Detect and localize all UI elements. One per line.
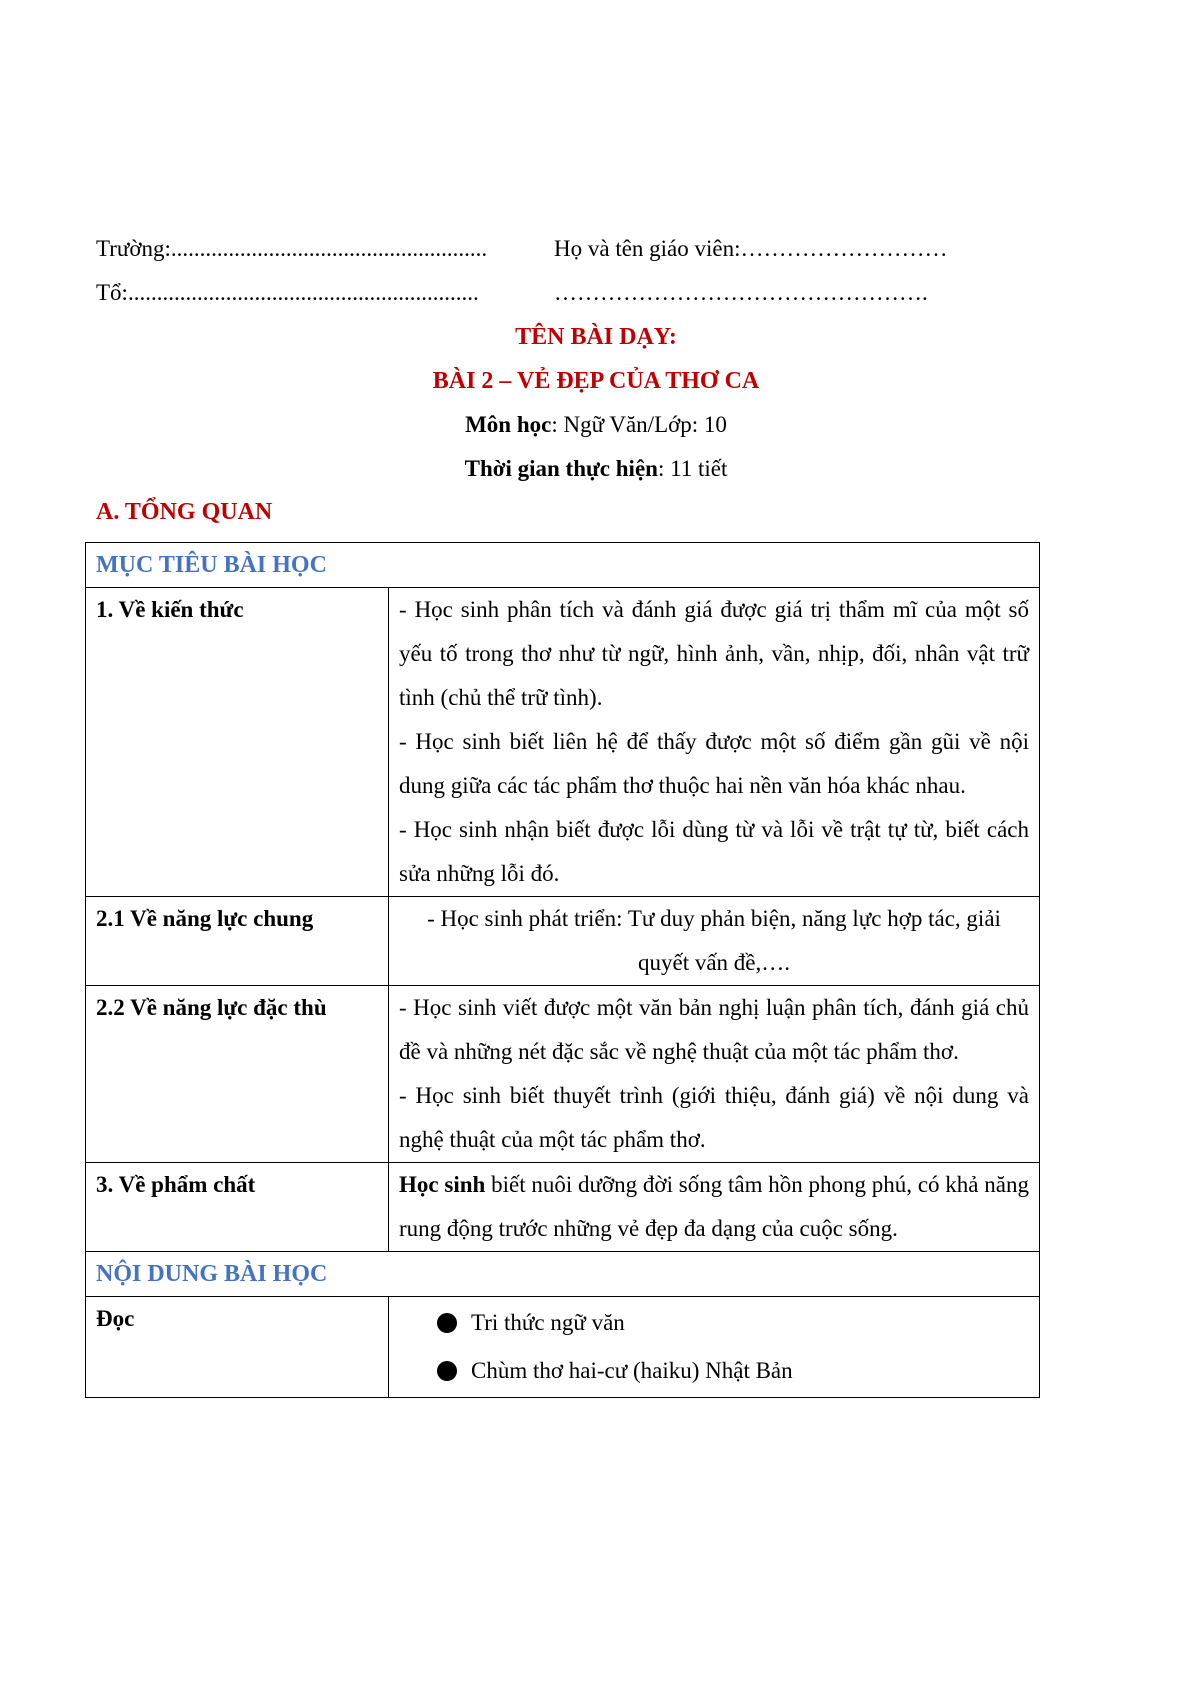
row-line: - Học sinh phân tích và đánh giá được giá trị thẩm mĩ của một số yếu tố trong thơ như từ ngữ, hình ảnh, vần, nhịp, đối, nhân vật trữ tình (chủ thể trữ tình). (399, 597, 1029, 710)
content-heading: NỘI DUNG BÀI HỌC (86, 1252, 1040, 1297)
header-row-group (96, 280, 928, 306)
list-item-text: Tri thức ngữ văn (471, 1310, 625, 1335)
table-row (86, 986, 1040, 1163)
table-row (86, 897, 1040, 986)
list-item (437, 1299, 1029, 1347)
row-label: 1. Về kiến thức (86, 588, 389, 897)
row-label: 2.1 Về năng lực chung (86, 897, 389, 986)
reading-list (399, 1299, 1029, 1395)
row-line: - Học sinh biết thuyết trình (giới thiệu, đánh giá) về nội dung và nghệ thuật của một tác phẩm thơ. (399, 1083, 1029, 1152)
row-label: 2.2 Về năng lực đặc thù (86, 986, 389, 1163)
table-row (86, 588, 1040, 897)
teacher-field-continued: …………………………………………. (554, 280, 928, 305)
table-row (86, 1297, 1040, 1398)
school-field: Trường:....................................................... (96, 236, 488, 261)
subject-label: Môn học (465, 412, 552, 437)
time-value: : 11 tiết (657, 456, 728, 481)
row-line: - Học sinh phát triển: Tư duy phản biện, năng lực hợp tác, giải quyết vấn đề,…. (427, 906, 1001, 975)
list-item-text: Chùm thơ hai-cư (haiku) Nhật Bản (471, 1358, 793, 1383)
subject-value: : Ngữ Văn/Lớp: 10 (551, 412, 727, 437)
table-row (86, 1163, 1040, 1252)
row-line (399, 1163, 1029, 1251)
group-field: Tổ:............................................................. (96, 280, 479, 305)
time-label: Thời gian thực hiện (464, 456, 658, 481)
content-heading-row (86, 1252, 1040, 1297)
bullet-icon (437, 1313, 457, 1333)
row-content (389, 1163, 1040, 1252)
time-line (0, 456, 1192, 482)
row-content (389, 588, 1040, 897)
row-line: - Học sinh biết liên hệ để thấy được một số điểm gần gũi về nội dung giữa các tác phẩm thơ thuộc hai nền văn hóa khác nhau. (399, 729, 1029, 798)
section-heading-overview: A. TỔNG QUAN (96, 499, 273, 525)
lesson-title: BÀI 2 – VẺ ĐẸP CỦA THƠ CA (432, 368, 760, 394)
reading-content (389, 1297, 1040, 1398)
row-line-text: biết nuôi dưỡng đời sống tâm hồn phong phú, có khả năng rung động trước những vẻ đẹp đa dạng của cuộc sống. (399, 1172, 1030, 1241)
subject-line (0, 412, 1192, 438)
row-line: - Học sinh nhận biết được lỗi dùng từ và lỗi về trật tự từ, biết cách sửa những lỗi đó. (399, 817, 1029, 886)
bullet-icon (437, 1361, 457, 1381)
goals-heading: MỤC TIÊU BÀI HỌC (86, 543, 1040, 588)
row-line: - Học sinh viết được một văn bản nghị luận phân tích, đánh giá chủ đề và những nét đặc sắc về nghệ thuật của một tác phẩm thơ. (399, 995, 1029, 1064)
list-item (437, 1347, 1029, 1395)
row-content (389, 897, 1040, 986)
teacher-field: Họ và tên giáo viên:……………………… (554, 236, 948, 261)
row-bold-lead: Học sinh (399, 1172, 486, 1197)
row-label: 3. Về phẩm chất (86, 1163, 389, 1252)
lesson-label: TÊN BÀI DẠY: (515, 324, 677, 350)
row-content (389, 986, 1040, 1163)
header-row-school (96, 236, 948, 262)
reading-label: Đọc (86, 1297, 389, 1398)
goals-heading-row (86, 543, 1040, 588)
overview-table (85, 542, 1040, 1398)
